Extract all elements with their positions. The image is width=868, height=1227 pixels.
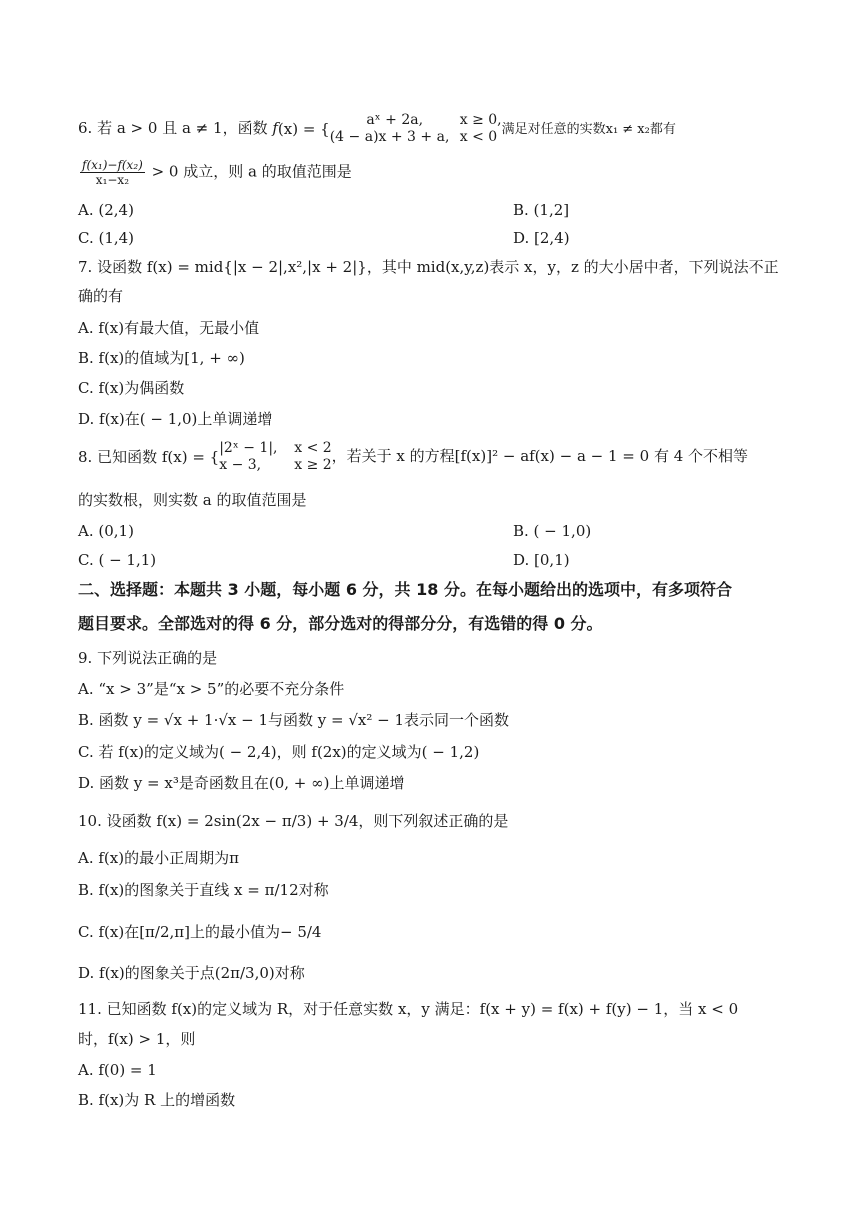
q6-option-d: D. [2,4) <box>513 229 570 247</box>
q8-case2-expr: x − 3, <box>219 457 262 473</box>
q6-stem-line1 <box>78 112 788 146</box>
q6-frac-den: x₁−x₂ <box>95 173 130 187</box>
q7-stem-line1: 7. 设函数 f(x) = mid{|x − 2|,x²,|x + 2|}，其中 mid(x,y,z)表示 x，y，z 的大小居中者，下列说法不正 <box>78 258 779 276</box>
q6-options-row1 <box>78 200 788 220</box>
q8-cases <box>219 440 331 474</box>
q10-option-d: D. f(x)的图象关于点(2π/3,0)对称 <box>78 964 305 982</box>
q7-option-b: B. f(x)的值域为[1, + ∞) <box>78 349 245 367</box>
q6-frac-num: f(x₁)−f(x₂) <box>82 158 143 172</box>
section2-heading-line2: 题目要求。全部选对的得 6 分，部分选对的得部分分，有选错的得 0 分。 <box>78 614 603 633</box>
q8-stem-line2: 的实数根，则实数 a 的取值范围是 <box>78 491 307 509</box>
q6-option-a: A. (2,4) <box>78 201 134 219</box>
q10-stem: 10. 设函数 f(x) = 2sin(2x − π/3) + 3/4，则下列叙述正确的是 <box>78 812 509 830</box>
q9-option-c: C. 若 f(x)的定义域为( − 2,4)，则 f(2x)的定义域为( − 1,2) <box>78 743 480 761</box>
q6-option-b: B. (1,2] <box>513 201 570 219</box>
q6-piecewise <box>278 112 502 146</box>
q8-option-b: B. ( − 1,0) <box>513 522 592 540</box>
q6-fraction <box>80 158 145 187</box>
q9-option-d: D. 函数 y = x³是奇函数且在(0, + ∞)上单调递增 <box>78 774 405 792</box>
q8-case2-cond: x ≥ 2 <box>294 457 332 473</box>
q10-option-c: C. f(x)在[π/2,π]上的最小值为− 5/4 <box>78 923 322 941</box>
q8-options-row2 <box>78 550 788 570</box>
q7-option-d: D. f(x)在( − 1,0)上单调递增 <box>78 410 273 428</box>
q6-case1-expr: aˣ + 2a, <box>366 112 424 128</box>
q9-stem: 9. 下列说法正确的是 <box>78 649 218 667</box>
q8-option-d: D. [0,1) <box>513 551 570 569</box>
q8-option-a: A. (0,1) <box>78 522 134 540</box>
q6-fx: f <box>272 119 278 137</box>
q8-stem-line1 <box>78 440 788 474</box>
q6-stem-line2 <box>78 158 788 187</box>
q11-option-a: A. f(0) = 1 <box>78 1061 157 1079</box>
q10-option-b: B. f(x)的图象关于直线 x = π/12对称 <box>78 881 329 899</box>
q11-stem-line1: 11. 已知函数 f(x)的定义域为 R，对于任意实数 x，y 满足：f(x + y) = f(x) + f(y) − 1，当 x < 0 <box>78 1000 739 1018</box>
q6-fx-arg: (x) = { <box>277 120 330 138</box>
q6-options-row2 <box>78 228 788 248</box>
q7-option-c: C. f(x)为偶函数 <box>78 379 185 397</box>
q11-option-b: B. f(x)为 R 上的增函数 <box>78 1091 236 1109</box>
q8-case1-expr: |2ˣ − 1|, <box>219 440 278 456</box>
q6-cases <box>330 112 502 146</box>
q6-prefix: 6. 若 a > 0 且 a ≠ 1，函数 <box>78 119 273 137</box>
q6-case1-cond: x ≥ 0, <box>459 112 502 128</box>
q6-suffix: 满足对任意的实数x₁ ≠ x₂都有 <box>501 122 676 137</box>
q10-option-a: A. f(x)的最小正周期为π <box>78 849 239 867</box>
section2-heading-line1: 二、选择题：本题共 3 小题，每小题 6 分，共 18 分。在每小题给出的选项中，有多项符合 <box>78 580 732 599</box>
q6-option-c: C. (1,4) <box>78 229 135 247</box>
q9-option-a: A. “x > 3”是“x > 5”的必要不充分条件 <box>78 680 345 698</box>
q9-option-b: B. 函数 y = √x + 1·√x − 1与函数 y = √x² − 1表示同一个函数 <box>78 711 510 729</box>
q7-option-a: A. f(x)有最大值，无最小值 <box>78 319 260 337</box>
q7-stem-line2: 确的有 <box>78 287 124 305</box>
q8-case1-cond: x < 2 <box>294 440 332 456</box>
q6-case2-expr: (4 − a)x + 3 + a, <box>329 129 450 145</box>
q11-stem-line2: 时，f(x) > 1，则 <box>78 1030 196 1048</box>
q8-option-c: C. ( − 1,1) <box>78 551 157 569</box>
q8-suffix: ，若关于 x 的方程[f(x)]² − af(x) − a − 1 = 0 有 4 个不相等 <box>331 447 749 465</box>
q8-prefix: 8. 已知函数 f(x) = { <box>78 448 220 466</box>
q8-piecewise <box>78 440 332 474</box>
q8-options-row1 <box>78 521 788 541</box>
q6-line2-suffix: > 0 成立，则 a 的取值范围是 <box>146 162 352 181</box>
q6-case2-cond: x < 0 <box>459 129 498 145</box>
